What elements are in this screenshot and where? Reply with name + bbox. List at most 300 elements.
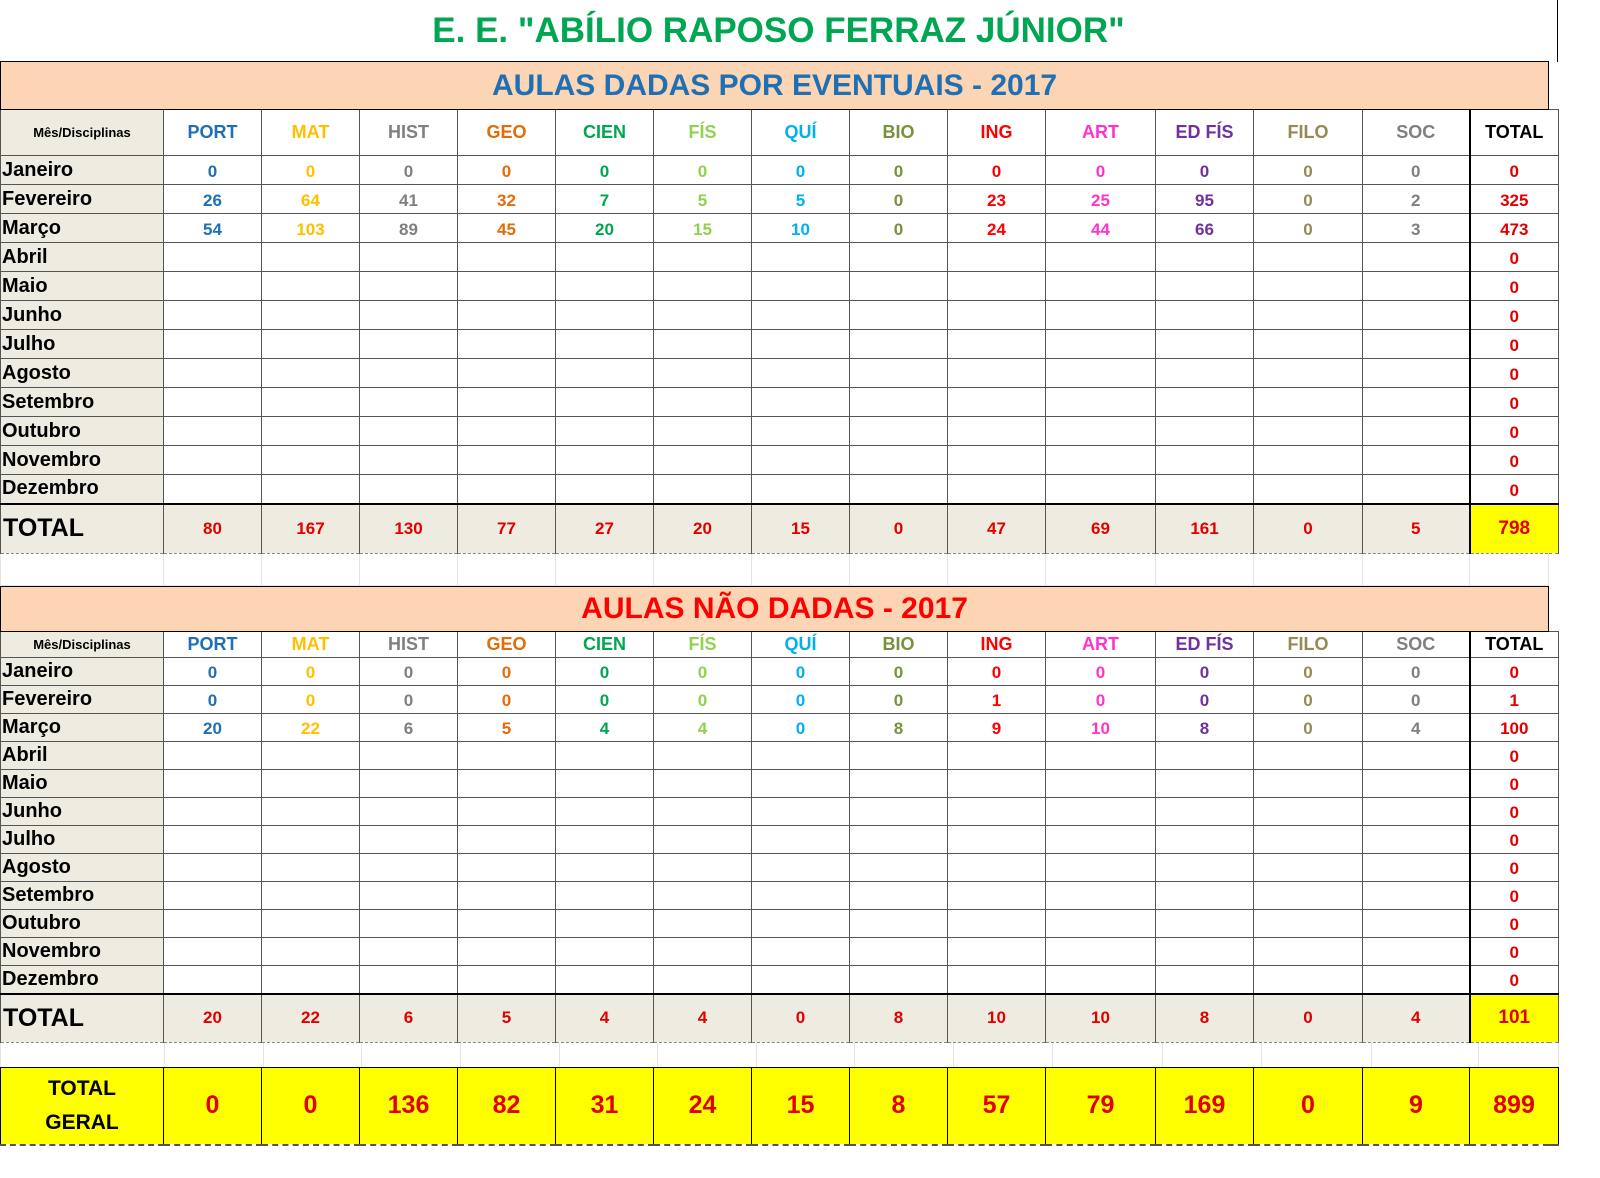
value-cell (654, 770, 752, 798)
value-cell (654, 301, 752, 330)
value-cell (458, 475, 556, 504)
value-cell (556, 910, 654, 938)
table-row (1, 938, 1559, 966)
value-cell (458, 910, 556, 938)
value-cell: 0 (556, 658, 654, 686)
value-cell (654, 417, 752, 446)
value-cell: 8 (850, 714, 948, 742)
month-label: Abril (1, 742, 164, 770)
spacer-cell (654, 554, 752, 586)
value-cell (360, 417, 458, 446)
value-cell (360, 882, 458, 910)
value-cell: 0 (458, 156, 556, 185)
total-geral-row (1, 1068, 1559, 1145)
table-title-row (1, 587, 1559, 632)
value-cell: 1 (948, 686, 1046, 714)
value-cell (654, 910, 752, 938)
total-label: TOTAL (1, 504, 164, 554)
spacer-cell (556, 554, 654, 586)
value-cell (1156, 882, 1254, 910)
table-row (1, 388, 1559, 417)
value-cell: 0 (1156, 156, 1254, 185)
value-cell (1254, 882, 1363, 910)
table-row (1, 854, 1559, 882)
value-cell (850, 742, 948, 770)
column-header-subject: PORT (164, 632, 262, 658)
value-cell (1156, 446, 1254, 475)
value-cell (1046, 826, 1156, 854)
row-total-cell: 0 (1470, 798, 1559, 826)
month-label: Julho (1, 826, 164, 854)
spacer-cell (954, 1043, 1053, 1067)
value-cell (850, 770, 948, 798)
row-total-cell: 325 (1470, 185, 1559, 214)
total-geral-cell: 136 (360, 1068, 458, 1145)
total-cell: 0 (850, 504, 948, 554)
value-cell: 8 (1156, 714, 1254, 742)
value-cell (1156, 359, 1254, 388)
value-cell: 0 (556, 686, 654, 714)
value-cell (850, 243, 948, 272)
column-header-subject: PORT (164, 110, 262, 156)
value-cell (1156, 770, 1254, 798)
header-row (1, 632, 1559, 658)
value-cell (752, 243, 850, 272)
value-cell (1046, 301, 1156, 330)
row-total-cell: 0 (1470, 417, 1559, 446)
value-cell (1254, 272, 1363, 301)
value-cell (752, 301, 850, 330)
value-cell: 0 (1254, 214, 1363, 243)
total-geral-cell: 0 (164, 1068, 262, 1145)
column-header-subject: BIO (850, 110, 948, 156)
table-row (1, 446, 1559, 475)
column-header-subject: HIST (360, 110, 458, 156)
value-cell (948, 826, 1046, 854)
value-cell (360, 742, 458, 770)
value-cell: 0 (654, 658, 752, 686)
total-geral-cell: 57 (948, 1068, 1046, 1145)
spacer-cell (1052, 1043, 1163, 1067)
column-header-subject: FILO (1254, 632, 1363, 658)
value-cell (556, 243, 654, 272)
value-cell (752, 417, 850, 446)
month-label: Abril (1, 243, 164, 272)
value-cell (1156, 417, 1254, 446)
table-row (1, 966, 1559, 994)
value-cell (1156, 910, 1254, 938)
value-cell (1254, 359, 1363, 388)
value-cell (850, 798, 948, 826)
value-cell (164, 359, 262, 388)
value-cell (850, 388, 948, 417)
total-geral-table (0, 1067, 1559, 1146)
total-geral-cell: 82 (458, 1068, 556, 1145)
value-cell (458, 742, 556, 770)
total-cell: 0 (752, 994, 850, 1043)
value-cell: 22 (262, 714, 360, 742)
value-cell: 20 (164, 714, 262, 742)
value-cell (164, 854, 262, 882)
column-header-subject: QUÍ (752, 632, 850, 658)
value-cell (1156, 966, 1254, 994)
value-cell: 89 (360, 214, 458, 243)
total-cell: 5 (458, 994, 556, 1043)
month-label: Dezembro (1, 475, 164, 504)
total-cell: 0 (1254, 504, 1363, 554)
total-cell: 4 (556, 994, 654, 1043)
value-cell (1254, 938, 1363, 966)
value-cell (1363, 910, 1470, 938)
spacer-cell (559, 1043, 658, 1067)
value-cell (752, 388, 850, 417)
value-cell (262, 272, 360, 301)
value-cell: 4 (654, 714, 752, 742)
value-cell (948, 417, 1046, 446)
total-geral-cell: 9 (1363, 1068, 1470, 1145)
value-cell (1363, 243, 1470, 272)
value-cell (1156, 301, 1254, 330)
value-cell (654, 826, 752, 854)
value-cell (164, 301, 262, 330)
value-cell: 23 (948, 185, 1046, 214)
value-cell: 0 (752, 686, 850, 714)
total-cell: 80 (164, 504, 262, 554)
value-cell (458, 826, 556, 854)
value-cell (556, 854, 654, 882)
value-cell (752, 272, 850, 301)
month-label: Setembro (1, 882, 164, 910)
table-row (1, 770, 1559, 798)
value-cell (164, 330, 262, 359)
value-cell: 32 (458, 185, 556, 214)
value-cell: 0 (654, 156, 752, 185)
row-total-cell: 0 (1470, 938, 1559, 966)
value-cell (1254, 966, 1363, 994)
value-cell: 0 (850, 658, 948, 686)
value-cell (1254, 475, 1363, 504)
value-cell (360, 854, 458, 882)
total-cell: 8 (1156, 994, 1254, 1043)
value-cell (556, 388, 654, 417)
value-cell (1046, 770, 1156, 798)
value-cell (948, 854, 1046, 882)
value-cell (262, 446, 360, 475)
value-cell (752, 882, 850, 910)
value-cell: 0 (360, 658, 458, 686)
value-cell (360, 826, 458, 854)
value-cell (556, 742, 654, 770)
value-cell (1156, 826, 1254, 854)
value-cell (1046, 854, 1156, 882)
value-cell (752, 826, 850, 854)
value-cell (262, 798, 360, 826)
spacer-row (1, 554, 1559, 586)
value-cell (262, 910, 360, 938)
value-cell: 0 (850, 686, 948, 714)
total-cell: 20 (164, 994, 262, 1043)
month-label: Agosto (1, 359, 164, 388)
month-label: Janeiro (1, 658, 164, 686)
value-cell (752, 475, 850, 504)
value-cell (556, 966, 654, 994)
row-total-cell: 473 (1470, 214, 1559, 243)
value-cell: 0 (850, 156, 948, 185)
value-cell (1363, 882, 1470, 910)
value-cell (458, 446, 556, 475)
grand-total-cell: 101 (1470, 994, 1559, 1043)
spacer-cell (855, 1043, 954, 1067)
value-cell (948, 966, 1046, 994)
row-total-cell: 0 (1470, 826, 1559, 854)
value-cell (948, 475, 1046, 504)
value-cell (556, 475, 654, 504)
value-cell (1046, 475, 1156, 504)
spacer-cell (164, 554, 262, 586)
value-cell: 0 (752, 714, 850, 742)
table-row (1, 301, 1559, 330)
table-row (1, 330, 1559, 359)
column-header-total: TOTAL (1470, 632, 1559, 658)
month-label: Janeiro (1, 156, 164, 185)
value-cell (948, 359, 1046, 388)
value-cell (458, 301, 556, 330)
value-cell (1254, 243, 1363, 272)
table-row (1, 243, 1559, 272)
value-cell (262, 388, 360, 417)
value-cell (948, 882, 1046, 910)
column-header-subject: CIEN (556, 632, 654, 658)
row-total-cell: 0 (1470, 388, 1559, 417)
row-total-cell: 0 (1470, 359, 1559, 388)
value-cell (556, 798, 654, 826)
value-cell (556, 446, 654, 475)
grand-total-cell: 798 (1470, 504, 1559, 554)
value-cell: 64 (262, 185, 360, 214)
row-total-cell: 0 (1470, 156, 1559, 185)
value-cell (850, 301, 948, 330)
value-cell (1046, 272, 1156, 301)
value-cell: 0 (1363, 658, 1470, 686)
value-cell: 20 (556, 214, 654, 243)
value-cell (654, 742, 752, 770)
value-cell (752, 966, 850, 994)
value-cell: 0 (1254, 714, 1363, 742)
value-cell: 0 (850, 214, 948, 243)
value-cell: 66 (1156, 214, 1254, 243)
value-cell (948, 798, 1046, 826)
spacer-cell (1046, 554, 1156, 586)
value-cell (1363, 475, 1470, 504)
spacer-cell (1262, 1043, 1372, 1067)
value-cell (948, 446, 1046, 475)
value-cell (1156, 243, 1254, 272)
table-row (1, 882, 1559, 910)
total-row (1, 994, 1559, 1043)
value-cell (458, 417, 556, 446)
value-cell (850, 359, 948, 388)
value-cell: 0 (262, 156, 360, 185)
total-geral-cell: 24 (654, 1068, 752, 1145)
table-row (1, 686, 1559, 714)
value-cell: 5 (654, 185, 752, 214)
month-label: Junho (1, 798, 164, 826)
table-row (1, 910, 1559, 938)
value-cell (850, 446, 948, 475)
value-cell: 0 (164, 686, 262, 714)
value-cell: 0 (360, 686, 458, 714)
value-cell (850, 882, 948, 910)
value-cell (1254, 330, 1363, 359)
column-header-subject: GEO (458, 110, 556, 156)
value-cell (360, 301, 458, 330)
value-cell: 0 (1363, 686, 1470, 714)
total-geral-cell: 79 (1046, 1068, 1156, 1145)
total-geral-total: 899 (1470, 1068, 1559, 1145)
value-cell (164, 798, 262, 826)
spacer-cell (948, 554, 1046, 586)
table-title-row (1, 62, 1559, 110)
column-header-subject: FÍS (654, 110, 752, 156)
value-cell: 3 (1363, 214, 1470, 243)
column-header-month: Mês/Disciplinas (1, 632, 164, 658)
total-cell: 15 (752, 504, 850, 554)
value-cell (1046, 910, 1156, 938)
header-row (1, 110, 1559, 156)
value-cell (458, 272, 556, 301)
total-label: TOTAL (1, 994, 164, 1043)
value-cell: 0 (458, 686, 556, 714)
value-cell (654, 388, 752, 417)
row-total-cell: 0 (1470, 966, 1559, 994)
table-row (1, 359, 1559, 388)
column-header-subject: CIEN (556, 110, 654, 156)
value-cell (458, 388, 556, 417)
value-cell (1254, 417, 1363, 446)
table-title: AULAS DADAS POR EVENTUAIS - 2017 (1, 62, 1549, 110)
table-row (1, 156, 1559, 185)
value-cell (556, 359, 654, 388)
value-cell: 25 (1046, 185, 1156, 214)
month-label: Novembro (1, 446, 164, 475)
value-cell: 4 (1363, 714, 1470, 742)
table-row (1, 658, 1559, 686)
total-geral-label-line1: TOTAL (47, 1076, 117, 1100)
value-cell (654, 243, 752, 272)
total-geral-cell: 169 (1156, 1068, 1254, 1145)
column-header-subject: ING (948, 110, 1046, 156)
table-row (1, 714, 1559, 742)
row-total-cell: 1 (1470, 686, 1559, 714)
table-row (1, 826, 1559, 854)
spacer-cell (1156, 554, 1254, 586)
value-cell (164, 826, 262, 854)
value-cell: 0 (1046, 658, 1156, 686)
value-cell (164, 243, 262, 272)
value-cell (1363, 417, 1470, 446)
total-cell: 5 (1363, 504, 1470, 554)
column-header-total: TOTAL (1470, 110, 1559, 156)
month-label: Fevereiro (1, 185, 164, 214)
value-cell (360, 272, 458, 301)
total-cell: 27 (556, 504, 654, 554)
column-header-subject: SOC (1363, 110, 1470, 156)
value-cell: 6 (360, 714, 458, 742)
value-cell: 0 (1156, 658, 1254, 686)
value-cell (360, 938, 458, 966)
value-cell (360, 243, 458, 272)
value-cell (752, 359, 850, 388)
spacer-cell (1, 1043, 165, 1067)
column-header-subject: ED FÍS (1156, 110, 1254, 156)
value-cell (262, 826, 360, 854)
value-cell (556, 272, 654, 301)
value-cell (1363, 938, 1470, 966)
value-cell (556, 301, 654, 330)
value-cell (1156, 938, 1254, 966)
value-cell: 5 (752, 185, 850, 214)
sheet-edge-line (1557, 0, 1558, 62)
value-cell (752, 798, 850, 826)
table-aulas-dadas (0, 61, 1559, 586)
value-cell (654, 798, 752, 826)
column-header-subject: FILO (1254, 110, 1363, 156)
total-cell: 10 (948, 994, 1046, 1043)
column-header-subject: MAT (262, 632, 360, 658)
value-cell (164, 272, 262, 301)
value-cell (164, 938, 262, 966)
value-cell (654, 854, 752, 882)
row-total-cell: 0 (1470, 910, 1559, 938)
total-geral-cell: 31 (556, 1068, 654, 1145)
value-cell: 5 (458, 714, 556, 742)
column-header-subject: QUÍ (752, 110, 850, 156)
value-cell: 0 (654, 686, 752, 714)
value-cell: 0 (752, 658, 850, 686)
value-cell (556, 826, 654, 854)
column-header-subject: ED FÍS (1156, 632, 1254, 658)
spacer-cell (1254, 554, 1363, 586)
total-cell: 0 (1254, 994, 1363, 1043)
row-total-cell: 0 (1470, 770, 1559, 798)
value-cell (1156, 854, 1254, 882)
spacer-cell (1479, 1043, 1559, 1067)
value-cell (1156, 475, 1254, 504)
month-label: Fevereiro (1, 686, 164, 714)
total-cell: 130 (360, 504, 458, 554)
value-cell (458, 243, 556, 272)
value-cell (948, 388, 1046, 417)
value-cell (1363, 446, 1470, 475)
value-cell (1046, 388, 1156, 417)
value-cell: 0 (850, 185, 948, 214)
value-cell (458, 359, 556, 388)
value-cell (458, 854, 556, 882)
value-cell (1254, 826, 1363, 854)
table-row (1, 185, 1559, 214)
spacer-cell (460, 1043, 559, 1067)
value-cell (164, 966, 262, 994)
value-cell: 0 (262, 658, 360, 686)
value-cell (752, 910, 850, 938)
value-cell: 0 (1363, 156, 1470, 185)
value-cell: 0 (1254, 686, 1363, 714)
value-cell (262, 475, 360, 504)
total-cell: 4 (1363, 994, 1470, 1043)
value-cell (752, 330, 850, 359)
value-cell (654, 272, 752, 301)
value-cell: 0 (1046, 686, 1156, 714)
